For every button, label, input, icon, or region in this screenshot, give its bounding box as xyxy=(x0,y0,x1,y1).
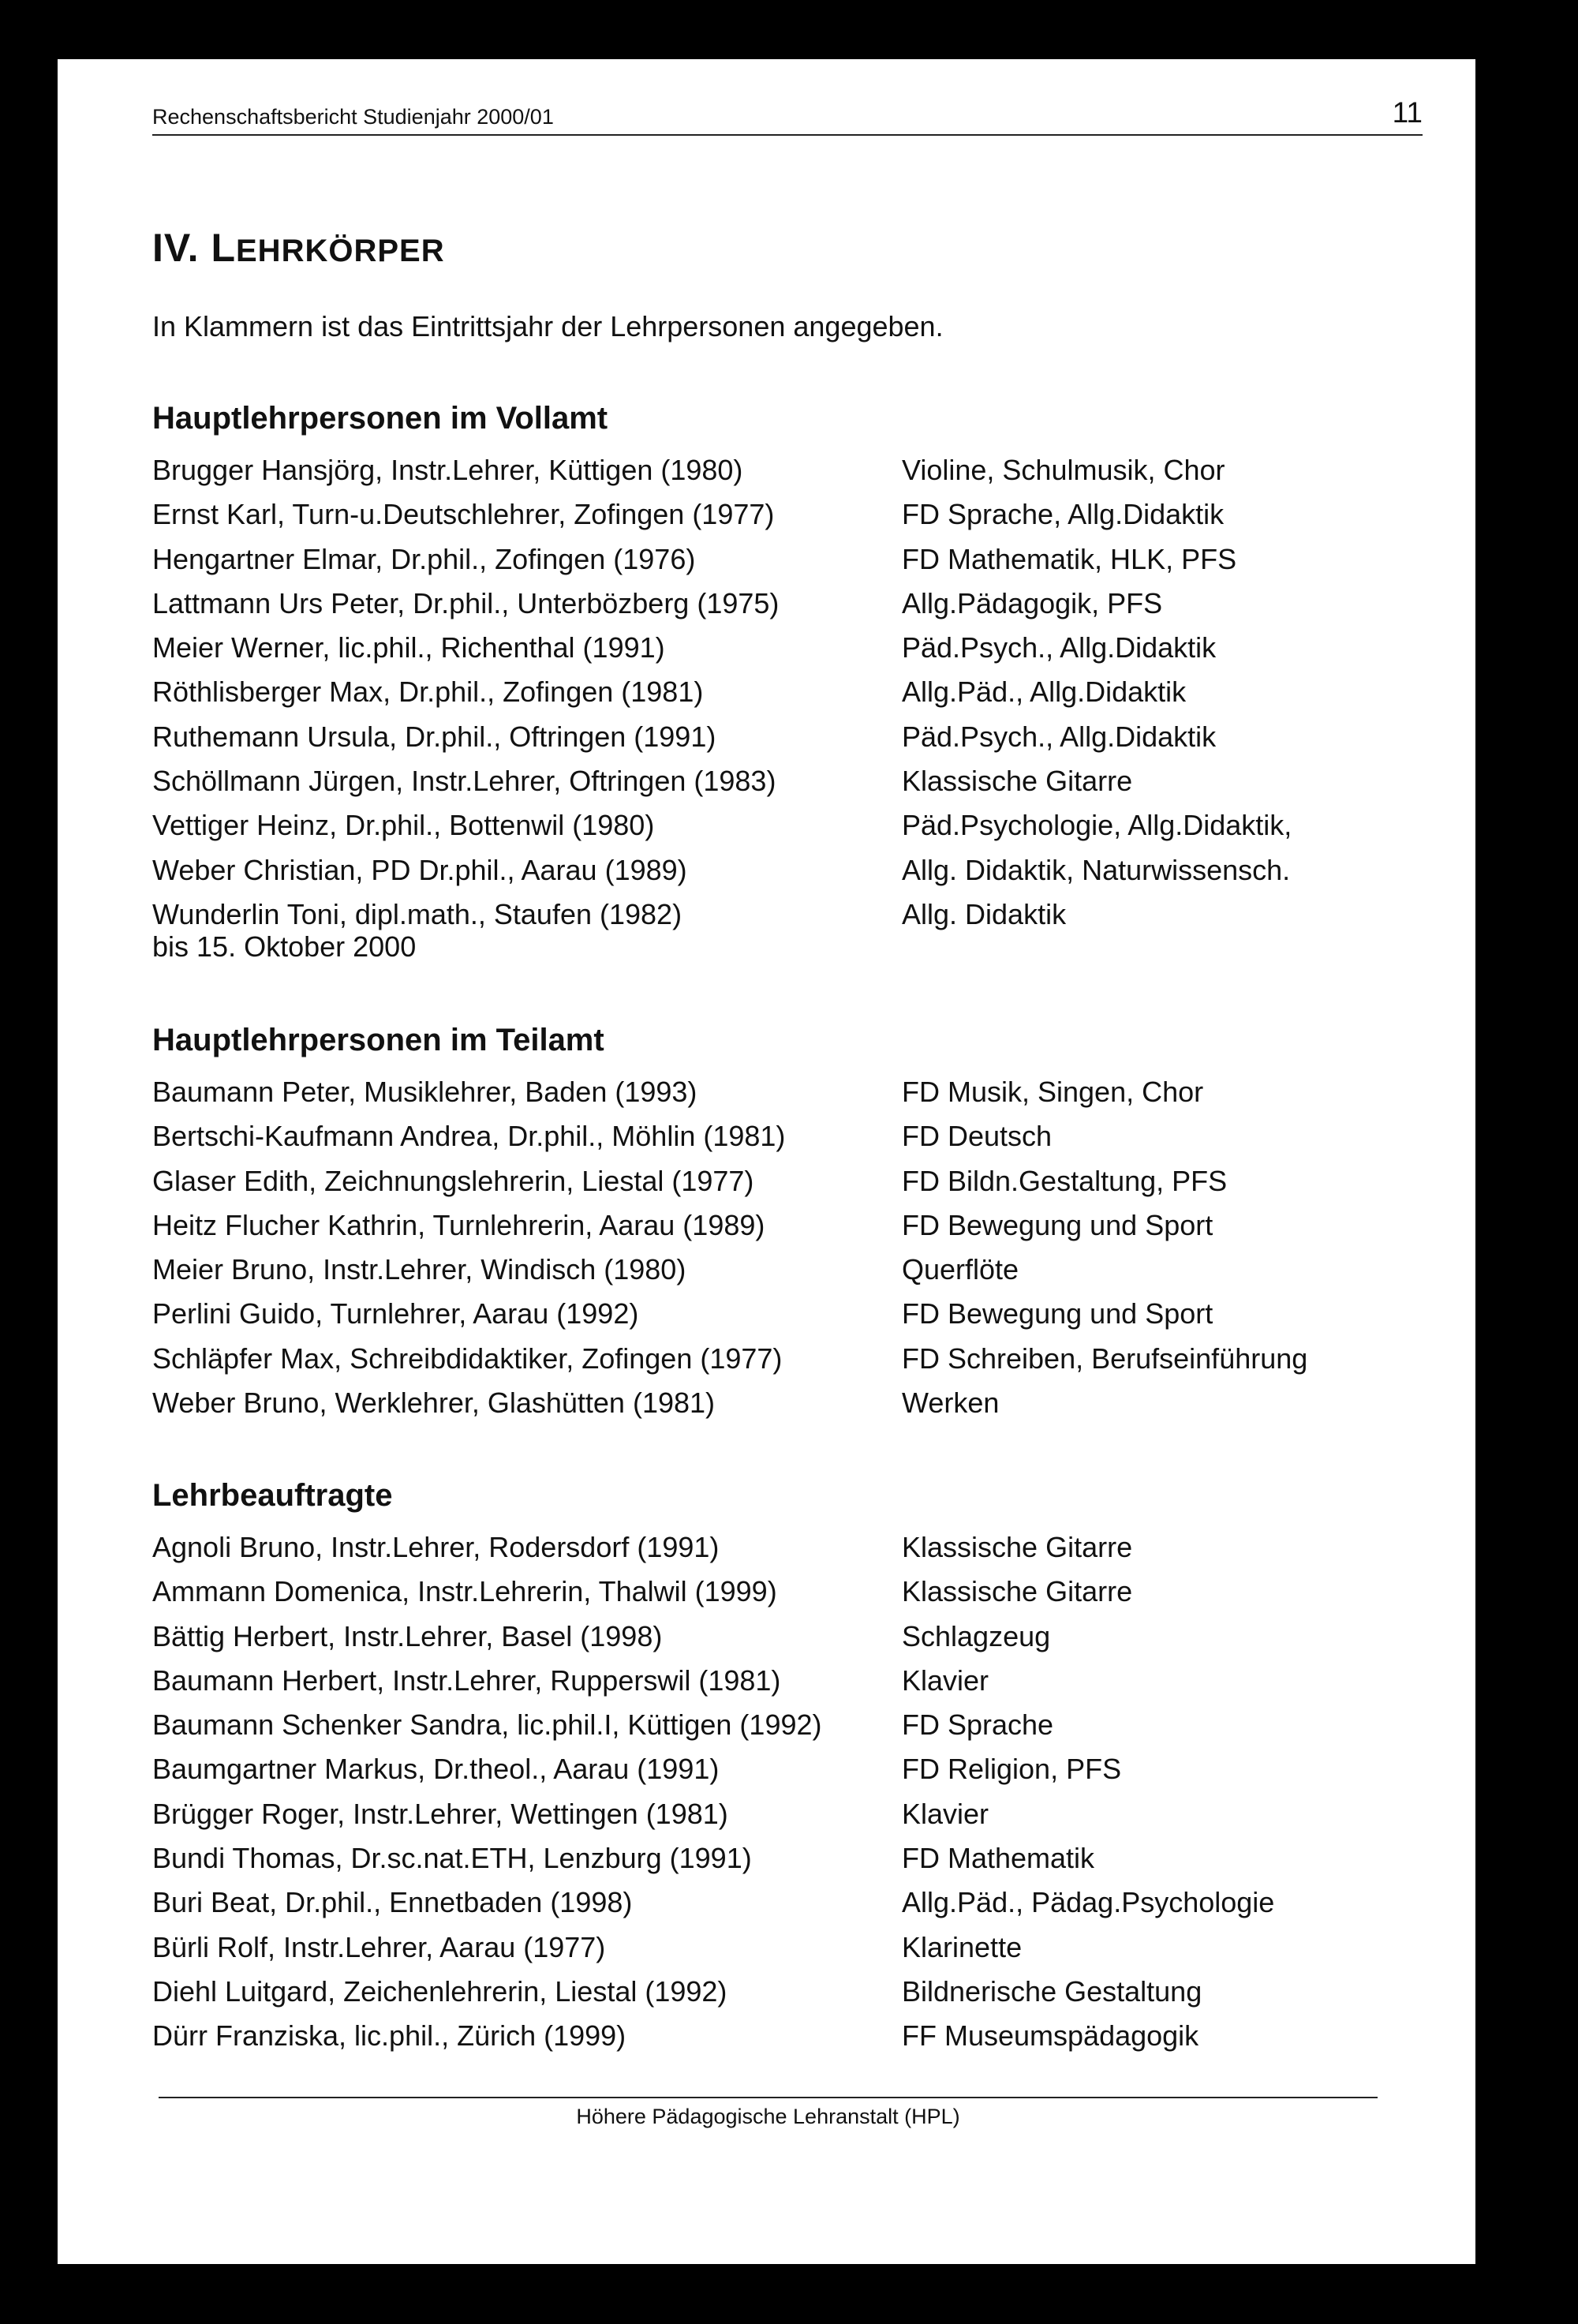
staff-name: Agnoli Bruno, Instr.Lehrer, Rodersdorf (1991) xyxy=(152,1531,720,1563)
staff-subject: Klavier xyxy=(902,1663,989,1697)
staff-subject: FF Museumspädagogik xyxy=(902,2019,1199,2053)
staff-name: Ammann Domenica, Instr.Lehrerin, Thalwil (1999) xyxy=(152,1575,777,1608)
staff-name: Ruthemann Ursula, Dr.phil., Oftringen (1991) xyxy=(152,720,716,753)
staff-row xyxy=(152,452,1415,496)
staff-row xyxy=(152,1296,1415,1340)
staff-row xyxy=(152,1840,1415,1884)
staff-list xyxy=(152,1529,1415,2063)
staff-row xyxy=(152,896,1415,941)
header-title: Rechenschaftsbericht Studienjahr 2000/01 xyxy=(152,105,554,129)
staff-name: Meier Werner, lic.phil., Richenthal (1991) xyxy=(152,631,665,664)
staff-row xyxy=(152,586,1415,630)
staff-name: Wunderlin Toni, dipl.math., Staufen (1982) xyxy=(152,897,682,930)
page-header xyxy=(152,95,1423,136)
staff-row xyxy=(152,1529,1415,1574)
staff-name: Schläpfer Max, Schreibdidaktiker, Zofingen (1977) xyxy=(152,1342,783,1375)
staff-name: Ernst Karl, Turn-u.Deutschlehrer, Zofingen (1977) xyxy=(152,498,775,531)
staff-row xyxy=(152,852,1415,896)
staff-row xyxy=(152,541,1415,586)
staff-subject: Päd.Psych., Allg.Didaktik xyxy=(902,720,1217,753)
staff-subject: Klassische Gitarre xyxy=(902,1575,1133,1608)
section-teilamt xyxy=(152,1020,1415,1429)
staff-name: Dürr Franziska, lic.phil., Zürich (1999) xyxy=(152,2019,626,2053)
staff-row xyxy=(152,763,1415,807)
staff-row xyxy=(152,719,1415,763)
staff-name: Bertschi-Kaufmann Andrea, Dr.phil., Möhlin (1981) xyxy=(152,1120,786,1153)
section-heading: Lehrbeauftragte xyxy=(152,1478,393,1513)
staff-name: Weber Bruno, Werklehrer, Glashütten (1981) xyxy=(152,1387,716,1420)
staff-name: Röthlisberger Max, Dr.phil., Zofingen (1981) xyxy=(152,675,704,709)
section-lehrbeauftragte xyxy=(152,1476,1415,2063)
staff-subject: Allg.Päd., Allg.Didaktik xyxy=(902,675,1187,709)
staff-subject: FD Sprache, Allg.Didaktik xyxy=(902,498,1225,531)
staff-name: Buri Beat, Dr.phil., Ennetbaden (1998) xyxy=(152,1886,633,1919)
staff-subject: Klassische Gitarre xyxy=(902,765,1133,798)
staff-subject: FD Mathematik, HLK, PFS xyxy=(902,542,1237,575)
chapter-first-letter: L xyxy=(211,226,236,270)
staff-row xyxy=(152,630,1415,674)
staff-name: Weber Christian, PD Dr.phil., Aarau (1989) xyxy=(152,853,687,886)
staff-name: Bürli Rolf, Instr.Lehrer, Aarau (1977) xyxy=(152,1930,606,1963)
staff-subject: Allg.Pädagogik, PFS xyxy=(902,586,1163,619)
staff-name: Hengartner Elmar, Dr.phil., Zofingen (1976) xyxy=(152,542,696,575)
staff-subject: FD Sprache xyxy=(902,1708,1054,1742)
staff-row xyxy=(152,1974,1415,2018)
staff-row xyxy=(152,1207,1415,1252)
staff-row xyxy=(152,1163,1415,1207)
staff-subject: Schlagzeug xyxy=(902,1619,1051,1652)
section-heading: Hauptlehrpersonen im Vollamt xyxy=(152,401,608,436)
staff-name: Vettiger Heinz, Dr.phil., Bottenwil (1980) xyxy=(152,809,655,842)
staff-subject: Violine, Schulmusik, Chor xyxy=(902,454,1225,486)
staff-row xyxy=(152,1796,1415,1840)
staff-name: Baumann Schenker Sandra, lic.phil.I, Küttigen (1992) xyxy=(152,1708,822,1742)
page-footer: Höhere Pädagogische Lehranstalt (HPL) xyxy=(159,2097,1378,2129)
staff-name: Lattmann Urs Peter, Dr.phil., Unterbözberg (1975) xyxy=(152,586,780,619)
staff-name: Meier Bruno, Instr.Lehrer, Windisch (1980) xyxy=(152,1253,686,1286)
staff-subject: FD Bewegung und Sport xyxy=(902,1208,1213,1241)
staff-subject: Klassische Gitarre xyxy=(902,1531,1133,1563)
staff-name: Baumgartner Markus, Dr.theol., Aarau (1991) xyxy=(152,1753,720,1786)
staff-row xyxy=(152,496,1415,541)
staff-row xyxy=(152,1884,1415,1929)
staff-row xyxy=(152,1619,1415,1663)
staff-subject: FD Deutsch xyxy=(902,1120,1053,1153)
staff-subject: FD Bewegung und Sport xyxy=(902,1297,1213,1330)
section-heading: Hauptlehrpersonen im Teilamt xyxy=(152,1023,604,1057)
staff-subject: FD Mathematik xyxy=(902,1842,1095,1875)
staff-name: Baumann Peter, Musiklehrer, Baden (1993) xyxy=(152,1076,697,1108)
staff-subject: Klarinette xyxy=(902,1930,1023,1963)
staff-subject: Allg. Didaktik xyxy=(902,897,1067,930)
staff-subject: Allg. Didaktik, Naturwissensch. xyxy=(902,853,1291,886)
staff-row xyxy=(152,1385,1415,1429)
staff-name: Diehl Luitgard, Zeichenlehrerin, Liestal (1992) xyxy=(152,1974,727,2008)
staff-name: Glaser Edith, Zeichnungslehrerin, Liestal (1977) xyxy=(152,1164,754,1197)
staff-subject: FD Musik, Singen, Chor xyxy=(902,1076,1204,1108)
chapter-rest: EHRKÖRPER xyxy=(236,234,445,268)
staff-name: Heitz Flucher Kathrin, Turnlehrerin, Aarau (1989) xyxy=(152,1208,765,1241)
staff-name: Bättig Herbert, Instr.Lehrer, Basel (1998) xyxy=(152,1619,663,1652)
staff-name: Perlini Guido, Turnlehrer, Aarau (1992) xyxy=(152,1297,639,1330)
staff-row xyxy=(152,1663,1415,1707)
staff-name: Baumann Herbert, Instr.Lehrer, Rupperswil (1981) xyxy=(152,1663,781,1697)
staff-name: Schöllmann Jürgen, Instr.Lehrer, Oftringen (1983) xyxy=(152,765,776,798)
staff-row xyxy=(152,674,1415,718)
staff-row xyxy=(152,1118,1415,1162)
chapter-number: IV. xyxy=(152,226,200,270)
page-number: 11 xyxy=(1392,96,1423,129)
staff-subject: FD Schreiben, Berufseinführung xyxy=(902,1342,1308,1375)
staff-subject: Werken xyxy=(902,1387,1000,1420)
document-page xyxy=(58,59,1475,2264)
chapter-title xyxy=(152,225,445,271)
staff-name: Brugger Hansjörg, Instr.Lehrer, Küttigen (1980) xyxy=(152,454,743,486)
staff-row xyxy=(152,2018,1415,2062)
staff-subject: Querflöte xyxy=(902,1253,1019,1286)
staff-row xyxy=(152,1341,1415,1385)
staff-subject: Päd.Psych., Allg.Didaktik xyxy=(902,631,1217,664)
staff-row xyxy=(152,807,1415,851)
staff-subject: Päd.Psychologie, Allg.Didaktik, xyxy=(902,809,1292,842)
staff-row xyxy=(152,1574,1415,1618)
staff-row xyxy=(152,1929,1415,1974)
section-vollamt xyxy=(152,399,1415,963)
staff-subject: Klavier xyxy=(902,1797,989,1830)
staff-name: Brügger Roger, Instr.Lehrer, Wettingen (1981) xyxy=(152,1797,728,1830)
staff-subject: FD Bildn.Gestaltung, PFS xyxy=(902,1164,1228,1197)
staff-row xyxy=(152,1751,1415,1795)
staff-row xyxy=(152,1074,1415,1118)
staff-subject: Allg.Päd., Pädag.Psychologie xyxy=(902,1886,1275,1919)
staff-subject: FD Religion, PFS xyxy=(902,1753,1122,1786)
staff-subject: Bildnerische Gestaltung xyxy=(902,1974,1202,2008)
intro-text: In Klammern ist das Eintrittsjahr der Lehrpersonen angegeben. xyxy=(152,310,944,342)
staff-list xyxy=(152,452,1415,941)
staff-row xyxy=(152,1252,1415,1296)
staff-list xyxy=(152,1074,1415,1429)
staff-row xyxy=(152,1707,1415,1751)
staff-name: Bundi Thomas, Dr.sc.nat.ETH, Lenzburg (1991) xyxy=(152,1842,752,1875)
staff-note: bis 15. Oktober 2000 xyxy=(152,930,417,964)
